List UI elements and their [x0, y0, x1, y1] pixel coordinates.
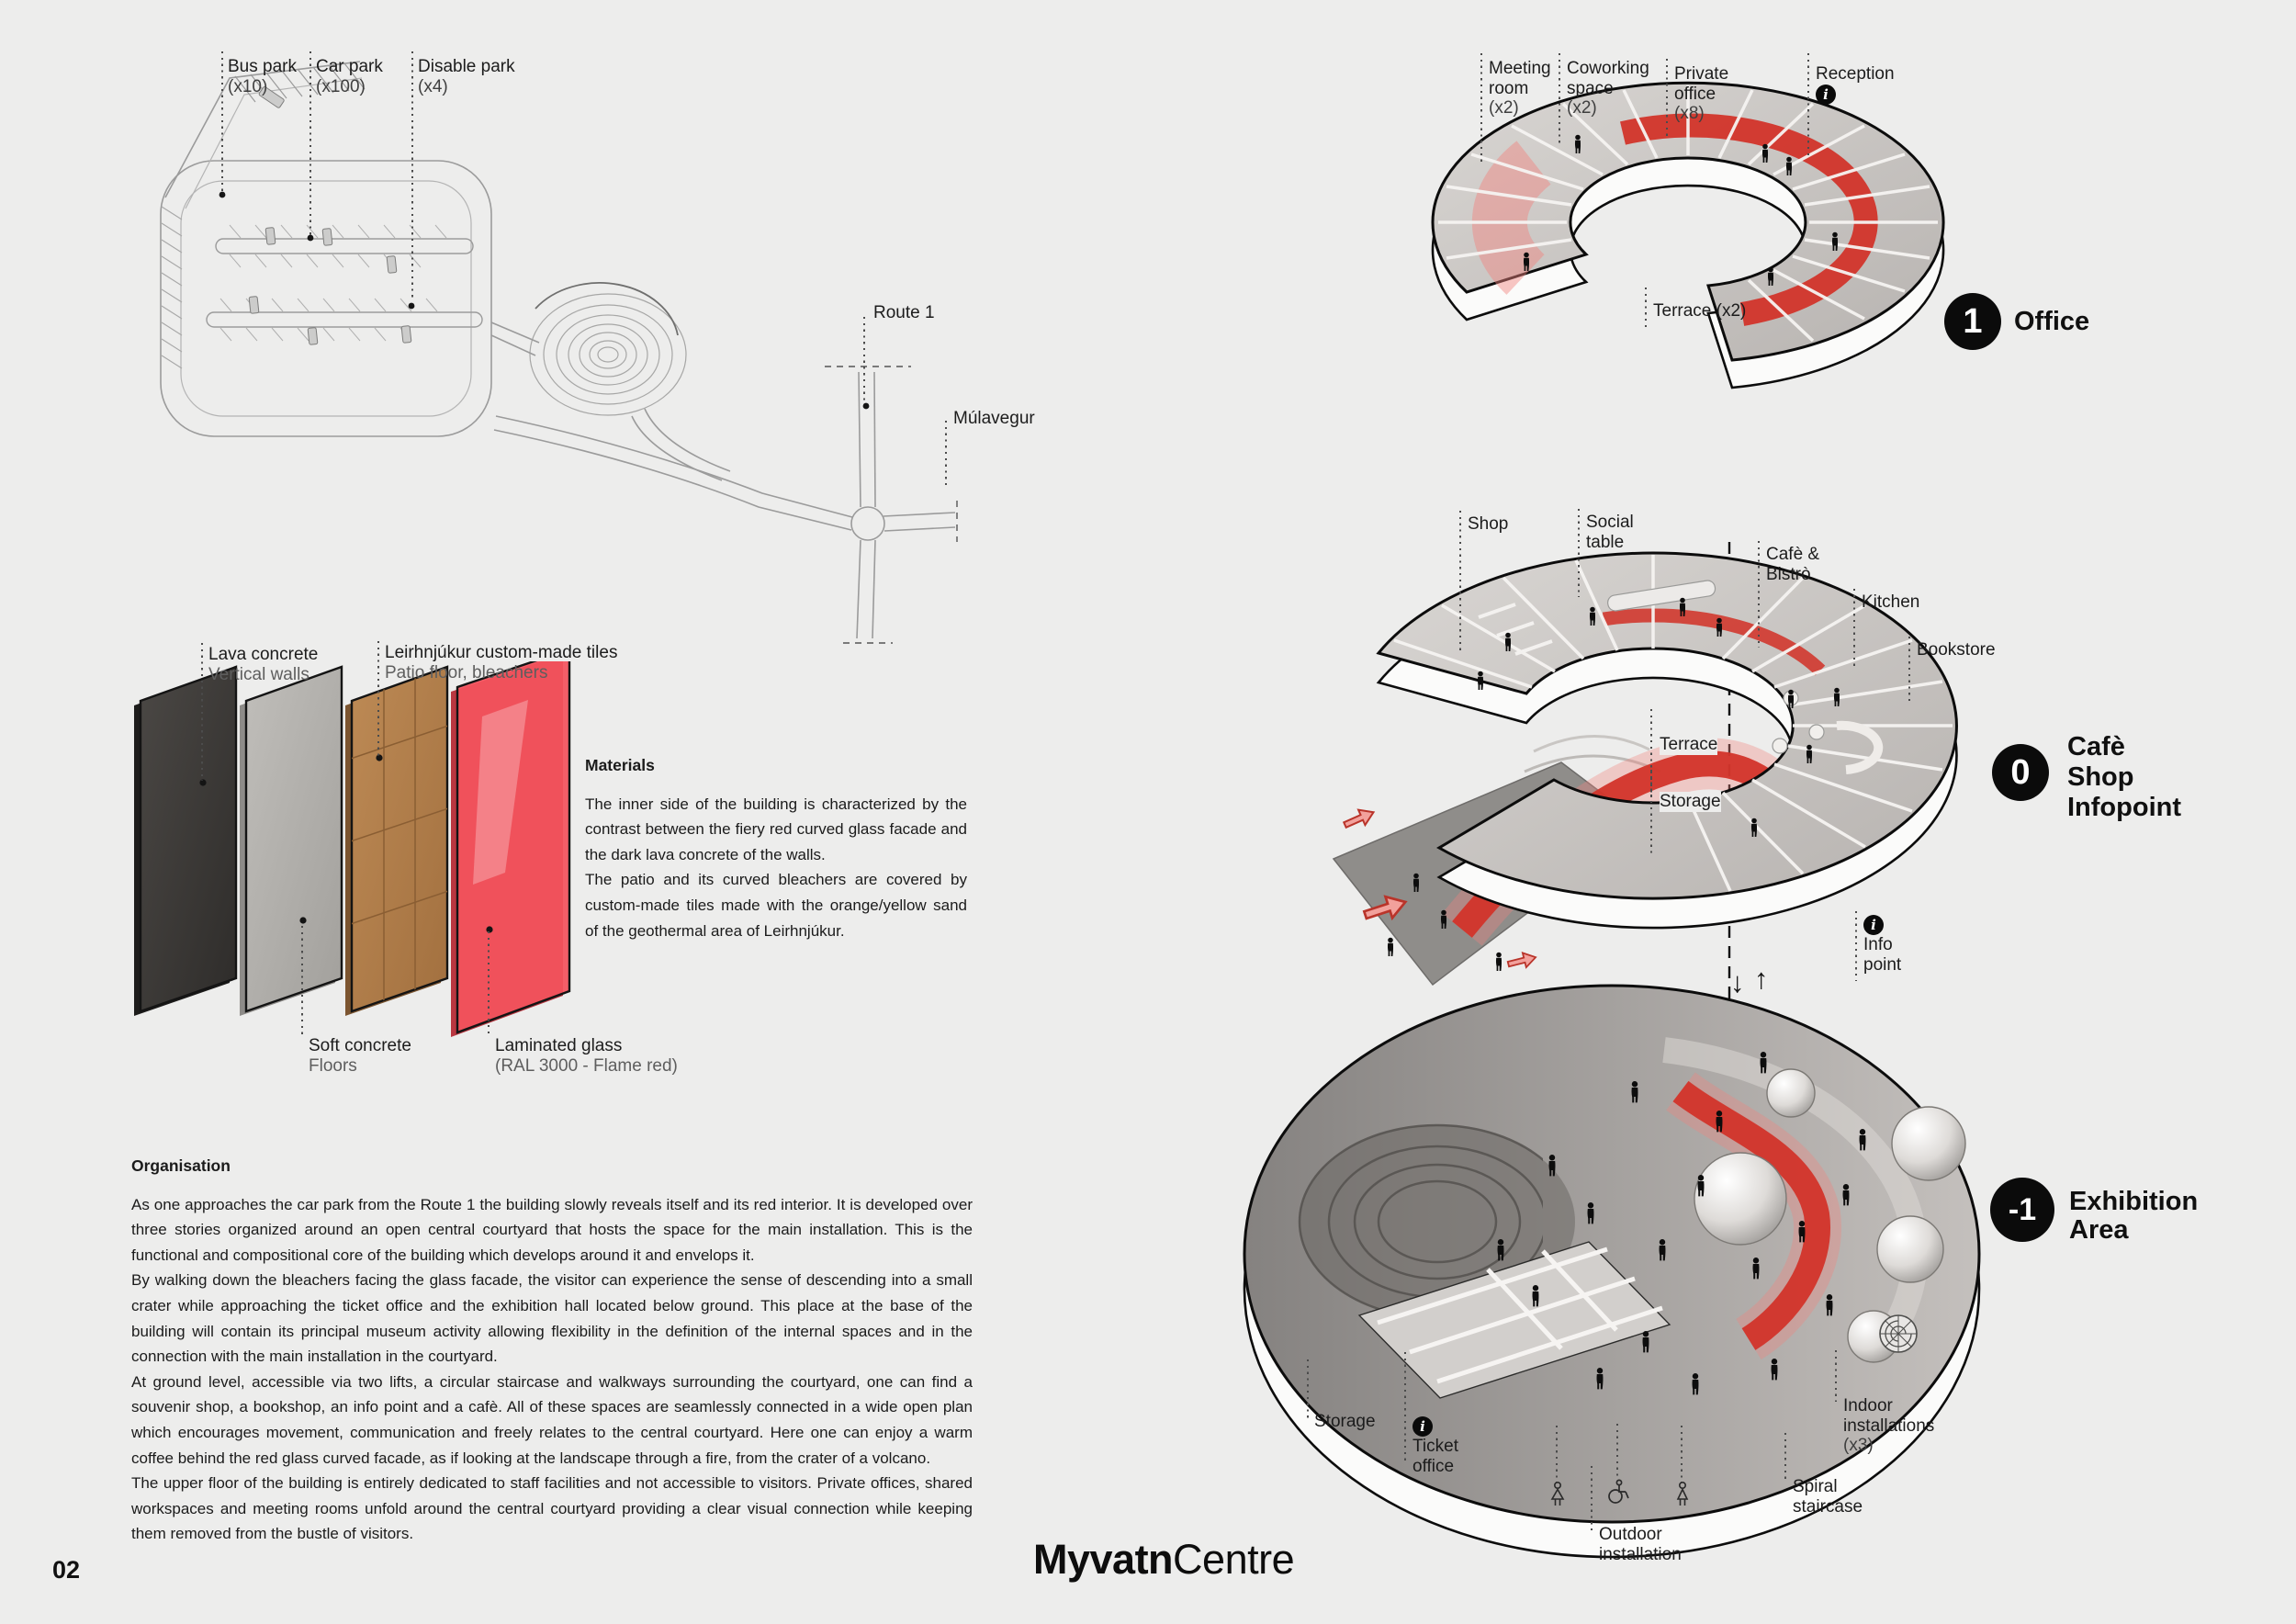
leader-line: [1908, 637, 1910, 705]
label-laminated-glass: Laminated glass (RAL 3000 - Flame red): [495, 1036, 678, 1076]
materials-paragraph: The patio and its curved bleachers are covered by custom-made tiles made with the orange/yellow sand of the geothermal area of Leirhnjúkur.: [585, 871, 967, 940]
label-cafe-bistro: Cafè & Bistrò: [1766, 545, 1820, 584]
arrow-down-icon: ↓: [1730, 966, 1745, 998]
project-title-light: Centre: [1173, 1536, 1295, 1583]
info-icon: i: [1816, 85, 1836, 105]
floor-badge-1: [1944, 293, 2001, 350]
label-spiral-staircase: Spiral staircase: [1793, 1477, 1863, 1517]
organisation-paragraph: The upper floor of the building is entirely dedicated to staff facilities and not accessible to visitors. Private offices, shared workspaces and meeting rooms unfold around the central courtyard providing a clear visual connection while keeping them removed from the bustle of visitors.: [131, 1474, 973, 1543]
label-ticket-office: i Ticket office: [1412, 1418, 1458, 1476]
leader-line: [1758, 541, 1760, 648]
site-plan-drawing: [129, 51, 1010, 694]
floor-name-office: Office: [2014, 307, 2090, 336]
leader-line: [1578, 509, 1580, 597]
organisation-paragraph: At ground level, accessible via two lifts, a circular staircase and walkways surrounding the courtyard, one can find a souvenir shop, a bookshop, an info point and a cafè. All of these spaces are seamlessly connected in a wide open plan which encourages movement, communication and freely relates to the central courtyard. Here one can enjoy a warm coffee behind the red glass curved facade, as if looking at the landscape through a fire, from the crater of a volcano.: [131, 1372, 973, 1467]
leader-line: [301, 926, 303, 1034]
materials-heading: Materials: [585, 756, 655, 774]
leader-line: [1784, 1433, 1786, 1483]
label-soft-concrete: Soft concrete Floors: [309, 1036, 411, 1076]
label-outdoor-installation: Outdoor installation: [1599, 1525, 1682, 1564]
floor-number: 1: [1944, 293, 2001, 350]
leader-line: [488, 931, 490, 1034]
label-reception: Reception i: [1816, 64, 1895, 103]
label-storage-0: Storage: [1660, 792, 1721, 811]
project-title-bold: Myvatn: [1033, 1536, 1174, 1583]
leader-line: [1645, 288, 1647, 328]
leader-line: [310, 51, 311, 235]
leader-line: [1404, 1352, 1406, 1464]
label-mulavegur: Múlavegur: [953, 409, 1035, 428]
materials-text: [585, 753, 967, 943]
floor-badge-minus-1: [1990, 1178, 2054, 1242]
leader-line: [1650, 770, 1652, 854]
label-terrace-0: Terrace: [1660, 735, 1718, 754]
floor-name-cafe-shop-infopoint: Cafè Shop Infopoint: [2067, 732, 2182, 822]
label-social-table: Social table: [1586, 513, 1634, 552]
label-custom-tiles: Leirhnjúkur custom-made tiles Patio floor, bleachers: [385, 643, 618, 682]
leader-line: [863, 317, 865, 404]
leader-line: [945, 421, 947, 487]
label-bus-park: Bus park (x10): [228, 57, 297, 96]
leader-line: [1835, 1350, 1837, 1402]
leader-line: [411, 51, 413, 301]
organisation-text: [131, 1154, 973, 1547]
label-lava-concrete: Lava concrete Vertical walls: [208, 645, 319, 684]
label-coworking-space: Coworking space (x2): [1567, 59, 1649, 118]
label-route-1: Route 1: [873, 303, 935, 322]
floor-number: 0: [1992, 744, 2049, 801]
leader-line: [1807, 53, 1809, 156]
organisation-paragraph: As one approaches the car park from the Route 1 the building slowly reveals itself and its red interior. It is developed over three stories organized around an open central courtyard that hosts the space for the main installation. This is the functional and compositional core of the building which develops around it and envelops it.: [131, 1195, 973, 1264]
label-info-point: i Info point: [1863, 917, 1902, 975]
project-title: [1033, 1536, 1294, 1584]
leader-line: [1681, 1426, 1683, 1483]
leader-line: [1459, 511, 1461, 650]
floor-name-exhibition-area: Exhibition Area: [2069, 1187, 2199, 1245]
label-bookstore: Bookstore: [1917, 640, 1996, 660]
leader-line: [1559, 53, 1560, 147]
label-car-park: Car park (x100): [316, 57, 383, 96]
leader-line: [1616, 1424, 1618, 1479]
leader-line: [1556, 1426, 1558, 1483]
leader-line: [201, 643, 203, 781]
leader-line: [1591, 1466, 1593, 1530]
arrow-up-icon: ↑: [1754, 963, 1769, 995]
page-number: 02: [52, 1556, 81, 1584]
info-icon: i: [1863, 915, 1884, 935]
leader-line: [1480, 53, 1482, 165]
label-shop: Shop: [1468, 514, 1509, 534]
leader-line: [1855, 911, 1857, 981]
info-icon: i: [1412, 1416, 1433, 1437]
organisation-heading: Organisation: [131, 1156, 231, 1175]
leader-line: [221, 51, 223, 191]
label-terrace-x2: Terrace (x2): [1653, 301, 1747, 321]
label-kitchen: Kitchen: [1862, 592, 1920, 612]
leader-line: [1853, 589, 1855, 668]
materials-paragraph: The inner side of the building is characterized by the contrast between the fiery red curved glass facade and the dark lava concrete of the walls.: [585, 795, 967, 863]
label-disable-park: Disable park (x4): [418, 57, 515, 96]
label-indoor-installations: Indoor installations (x3): [1843, 1396, 1935, 1455]
label-private-office: Private office (x8): [1674, 64, 1729, 123]
organisation-paragraph: By walking down the bleachers facing the glass facade, the visitor can experience the sense of descending into a small crater while approaching the ticket office and the exhibition hall located below ground. This place at the base of the building will contain its principal museum activity allowing flexibility in the definition of the internal spaces and in the connection with the main installation in the courtyard.: [131, 1271, 973, 1366]
leader-line: [377, 641, 379, 759]
label-storage-m1: Storage: [1314, 1412, 1376, 1431]
leader-line: [1666, 59, 1668, 140]
label-meeting-room: Meeting room (x2): [1489, 59, 1551, 118]
floor-number: -1: [1990, 1178, 2054, 1242]
floor-badge-0: [1992, 744, 2049, 801]
leader-line: [1307, 1359, 1309, 1418]
